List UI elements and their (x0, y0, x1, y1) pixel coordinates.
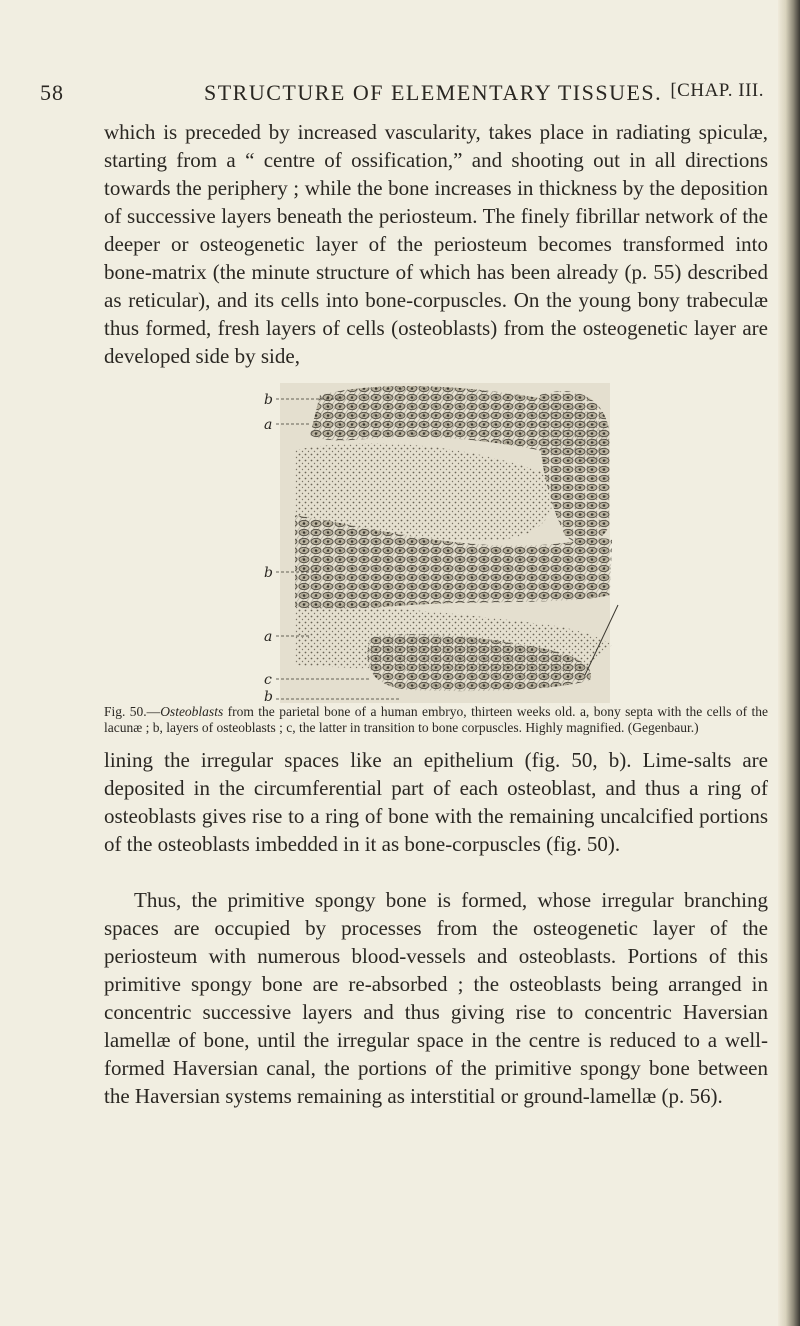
figure-caption (104, 704, 768, 736)
caption-title: Osteoblasts (160, 704, 224, 719)
fig-label-b: b (264, 565, 273, 581)
fig-label-a: a (264, 629, 273, 645)
fig-label-a: a (264, 417, 273, 433)
body-paragraph: Thus, the primitive spongy bone is formed, whose irregular branching spaces are occupied by processes from the osteogenetic layer of the periosteum with numerous blood-vessels and osteoblasts. Portions of this primitive spongy bone are re-absorbed ; the osteoblasts being arranged in concentric successive layers and thus giving rise to concentric Haversian lamellæ of bone, until the irregular space in the centre is reduced to a well-formed Haversian canal, the portions of the primitive spongy bone between the Haversian systems remaining as interstitial or ground-lamellæ (p. 56). (104, 888, 768, 1108)
running-title: STRUCTURE OF ELEMENTARY TISSUES. (204, 80, 663, 105)
caption-fig-number: Fig. 50.— (104, 704, 161, 719)
chapter-label: [CHAP. III. (670, 80, 764, 101)
fig-label-c: c (264, 672, 272, 688)
caption-text: from the parietal bone of a human embryo, thirteen weeks old. a, bony septa with the cells of the lacunæ ; b, layers of osteoblasts ; c, the latter in transition to bone corpuscles. Highly magnified. (Gegenbaur.) (104, 704, 768, 735)
figure-osteoblasts (250, 375, 630, 705)
engraving-illustration (250, 375, 630, 705)
fig-label-b: b (264, 392, 273, 408)
body-paragraph: which is preceded by increased vascularity, takes place in radiating spiculæ, starting from a “ centre of ossification,” and shooting out in all directions towards the periphery ; while the bone increases in thickness by the deposition of successive layers beneath the periosteum. The finely fibrillar network of the deeper or osteogenetic layer of the periosteum becomes transformed into bone-matrix (the minute structure of which has been already (p. 55) described as reticular), and its cells into bone-corpuscles. On the young bony trabeculæ thus formed, fresh layers of cells (osteoblasts) from the osteogenetic layer are developed side by side, (104, 120, 768, 368)
body-paragraph: lining the irregular spaces like an epithelium (fig. 50, b). Lime-salts are deposited in the circumferential part of each osteoblast, and thus a ring of osteoblasts gives rise to a ring of bone with the remaining uncalcified portions of the osteoblasts imbedded in it as bone-corpuscles (fig. 50). (104, 748, 768, 856)
page-number: 58 (40, 80, 64, 105)
fig-label-b: b (264, 689, 273, 705)
running-header (40, 80, 768, 114)
page-edge-shadow (778, 0, 800, 1326)
